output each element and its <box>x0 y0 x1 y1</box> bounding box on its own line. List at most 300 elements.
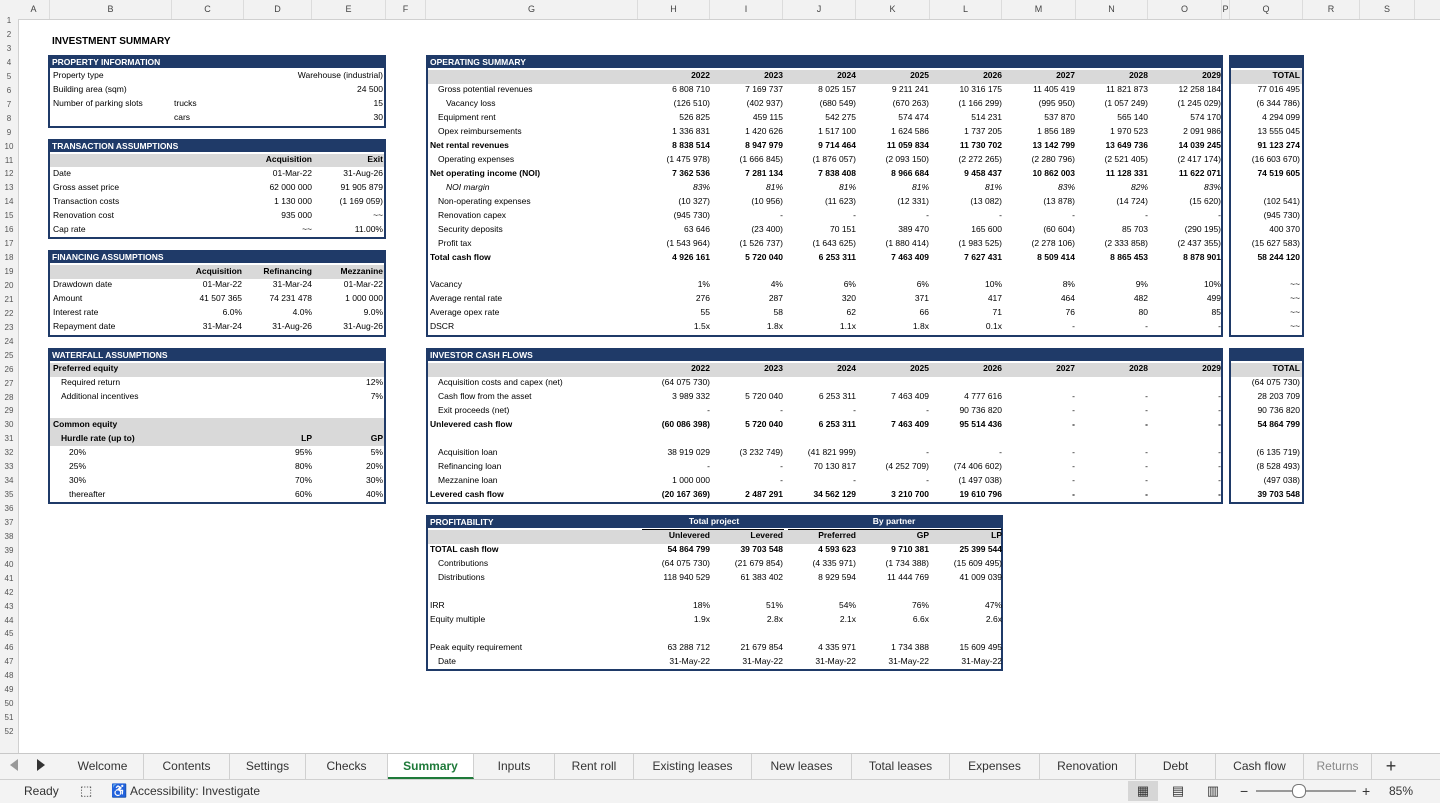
row-header[interactable]: 21 <box>4 294 14 304</box>
row-value[interactable]: 21 679 854 <box>740 641 783 652</box>
row-header[interactable]: 1 <box>6 16 12 26</box>
profitability-column-header[interactable]: Levered <box>750 530 783 541</box>
row-value[interactable]: 7 463 409 <box>891 418 929 429</box>
row-value[interactable]: 95 514 436 <box>959 418 1002 429</box>
row-value[interactable]: 7 463 409 <box>891 251 929 262</box>
financing-value[interactable]: 01-Mar-22 <box>202 279 242 290</box>
row-value[interactable]: 81% <box>984 181 1002 192</box>
row-value[interactable]: - <box>853 474 856 485</box>
row-value[interactable]: - <box>1145 390 1148 401</box>
row-value[interactable]: (995 950) <box>1038 98 1075 109</box>
row-value[interactable]: 165 600 <box>971 223 1002 234</box>
sheet-tab-expenses[interactable]: Expenses <box>950 754 1040 779</box>
transaction-label[interactable]: Transaction costs <box>53 195 120 206</box>
row-value[interactable]: (1 734 388) <box>885 558 929 569</box>
financing-column-header[interactable]: Mezzanine <box>340 265 383 276</box>
row-value[interactable]: - <box>707 404 710 415</box>
row-value[interactable]: 11 059 834 <box>886 140 929 151</box>
row-header[interactable]: 13 <box>4 183 14 193</box>
row-value[interactable]: (64 075 730) <box>661 377 710 388</box>
row-header[interactable]: 36 <box>4 504 14 514</box>
year-header[interactable]: 2023 <box>764 363 783 374</box>
row-label[interactable]: Average rental rate <box>430 293 503 304</box>
lp-header[interactable]: LP <box>301 432 312 443</box>
row-value[interactable]: 31-May-22 <box>669 655 710 666</box>
row-header[interactable]: 10 <box>4 141 14 151</box>
lp-share[interactable]: 70% <box>294 474 312 485</box>
row-value[interactable]: - <box>1218 321 1221 332</box>
total-value[interactable]: ~~ <box>1290 293 1300 304</box>
row-label[interactable]: Security deposits <box>438 223 503 234</box>
zoom-slider-handle[interactable] <box>1292 784 1306 798</box>
accessibility-icon[interactable]: ♿ <box>111 783 128 798</box>
row-value[interactable]: 514 231 <box>971 112 1002 123</box>
total-value[interactable]: 54 864 799 <box>1257 418 1300 429</box>
row-value[interactable]: (1 983 525) <box>958 237 1002 248</box>
row-value[interactable]: 8 966 684 <box>891 167 929 178</box>
row-value[interactable]: - <box>1218 404 1221 415</box>
sheet-tab-rent-roll[interactable]: Rent roll <box>555 754 634 779</box>
row-value[interactable]: 11 730 702 <box>959 140 1002 151</box>
row-header[interactable]: 23 <box>4 322 14 332</box>
row-value[interactable]: 19 610 796 <box>959 488 1002 499</box>
column-header[interactable]: O <box>1148 0 1222 19</box>
row-value[interactable]: (1 880 414) <box>885 237 929 248</box>
row-value[interactable]: 1 624 586 <box>891 126 929 137</box>
zoom-slider[interactable] <box>1256 790 1356 792</box>
row-value[interactable]: 1 970 523 <box>1110 126 1148 137</box>
row-value[interactable] <box>1149 432 1221 445</box>
total-value[interactable]: (6 344 786) <box>1256 98 1300 109</box>
row-value[interactable]: - <box>1145 460 1148 471</box>
row-header[interactable]: 51 <box>4 713 14 723</box>
row-value[interactable]: 9 211 241 <box>891 84 929 95</box>
row-label[interactable]: Exit proceeds (net) <box>438 404 510 415</box>
property-sublabel[interactable]: cars <box>174 112 191 123</box>
row-value[interactable]: 526 825 <box>679 112 710 123</box>
row-value[interactable]: - <box>780 404 783 415</box>
row-value[interactable]: 1.8x <box>766 321 783 332</box>
row-value[interactable]: 14 039 245 <box>1178 140 1221 151</box>
row-value[interactable]: 1 420 626 <box>745 126 783 137</box>
row-value[interactable] <box>930 585 1002 598</box>
financing-value[interactable]: 31-Aug-26 <box>272 321 312 332</box>
row-value[interactable] <box>857 432 929 445</box>
row-value[interactable]: 13 142 799 <box>1032 140 1075 151</box>
row-value[interactable]: 34 562 129 <box>813 488 856 499</box>
row-label[interactable]: Renovation capex <box>438 209 507 220</box>
row-value[interactable] <box>711 432 783 445</box>
row-label[interactable]: Net operating income (NOI) <box>430 167 541 178</box>
transaction-value[interactable]: 11.00% <box>354 223 383 234</box>
row-header[interactable]: 27 <box>4 378 14 388</box>
total-value[interactable]: (16 603 670) <box>1251 154 1300 165</box>
year-header[interactable]: 2029 <box>1202 70 1221 81</box>
row-value[interactable]: 54% <box>838 600 856 611</box>
hurdle-rate[interactable]: 25% <box>69 460 87 471</box>
total-value[interactable] <box>1230 265 1300 278</box>
row-value[interactable]: (14 724) <box>1116 195 1148 206</box>
column-header[interactable]: J <box>783 0 856 19</box>
scroll-tabs-right-icon[interactable] <box>37 759 45 771</box>
row-value[interactable]: - <box>780 474 783 485</box>
row-value[interactable]: 10 862 003 <box>1032 167 1075 178</box>
row-value[interactable]: (2 093 150) <box>885 154 929 165</box>
row-value[interactable]: (945 730) <box>673 209 710 220</box>
row-value[interactable]: 6.6x <box>912 614 929 625</box>
transaction-column-header[interactable]: Acquisition <box>265 154 312 165</box>
row-value[interactable]: 459 115 <box>752 112 783 123</box>
row-header[interactable]: 8 <box>6 113 12 123</box>
row-value[interactable]: 1.9x <box>693 614 710 625</box>
sheet-tab-contents[interactable]: Contents <box>144 754 230 779</box>
row-header[interactable]: 48 <box>4 671 14 681</box>
row-value[interactable]: 464 <box>1060 293 1075 304</box>
lp-share[interactable]: 80% <box>294 460 312 471</box>
row-value[interactable]: 6 253 311 <box>818 390 856 401</box>
total-value[interactable]: (15 627 583) <box>1251 237 1300 248</box>
transaction-column-header[interactable]: Exit <box>367 154 383 165</box>
gp-share[interactable]: 40% <box>365 488 383 499</box>
row-value[interactable]: 2.1x <box>839 614 856 625</box>
row-value[interactable]: (23 400) <box>751 223 783 234</box>
row-value[interactable]: 1.1x <box>839 321 856 332</box>
row-header[interactable]: 12 <box>4 169 14 179</box>
hurdle-rate[interactable]: 20% <box>69 446 87 457</box>
row-value[interactable]: - <box>1145 488 1148 499</box>
row-value[interactable]: 11 622 071 <box>1178 167 1221 178</box>
row-value[interactable] <box>857 585 929 598</box>
row-value[interactable]: - <box>853 209 856 220</box>
row-value[interactable]: 1 734 388 <box>891 641 929 652</box>
column-header[interactable]: F <box>386 0 426 19</box>
financing-value[interactable]: 31-Aug-26 <box>343 321 383 332</box>
row-header[interactable]: 25 <box>4 350 14 360</box>
year-header[interactable]: 2027 <box>1056 70 1075 81</box>
sheet-title[interactable]: INVESTMENT SUMMARY <box>52 36 171 47</box>
row-value[interactable]: 8 947 979 <box>745 140 783 151</box>
transaction-label[interactable]: Cap rate <box>53 223 86 234</box>
sheet-tab-cash-flow[interactable]: Cash flow <box>1216 754 1304 779</box>
hurdle-rate[interactable]: 30% <box>69 474 87 485</box>
property-value[interactable]: 30 <box>373 112 383 123</box>
row-value[interactable]: - <box>1072 446 1075 457</box>
column-header[interactable]: M <box>1002 0 1076 19</box>
transaction-value[interactable]: 1 130 000 <box>274 195 312 206</box>
row-header[interactable]: 40 <box>4 559 14 569</box>
row-value[interactable]: 70 151 <box>830 223 856 234</box>
row-value[interactable]: 6 808 710 <box>672 84 710 95</box>
row-header[interactable]: 44 <box>4 615 14 625</box>
row-value[interactable] <box>1076 376 1148 389</box>
row-label[interactable]: Mezzanine loan <box>438 474 498 485</box>
row-value[interactable]: 8 838 514 <box>672 140 710 151</box>
financing-value[interactable]: 74 231 478 <box>269 293 312 304</box>
row-value[interactable]: 7 281 134 <box>745 167 783 178</box>
row-header[interactable]: 45 <box>4 629 14 639</box>
row-value[interactable]: (74 406 602) <box>953 460 1002 471</box>
row-value[interactable]: 12 258 184 <box>1178 84 1221 95</box>
row-value[interactable] <box>930 265 1002 278</box>
financing-value[interactable]: 1 000 000 <box>345 293 383 304</box>
row-value[interactable] <box>857 627 929 640</box>
row-value[interactable]: (1 543 964) <box>666 237 710 248</box>
macro-record-icon[interactable]: ⬚ <box>80 783 93 798</box>
row-value[interactable] <box>784 265 856 278</box>
row-value[interactable]: 10 316 175 <box>959 84 1002 95</box>
year-header[interactable]: 2026 <box>983 363 1002 374</box>
total-value[interactable] <box>1230 432 1300 445</box>
row-value[interactable]: 7 627 431 <box>964 251 1002 262</box>
transaction-value[interactable]: (1 169 059) <box>339 195 383 206</box>
row-value[interactable]: 7 362 536 <box>672 167 710 178</box>
row-value[interactable]: (680 549) <box>819 98 856 109</box>
row-value[interactable]: - <box>1218 460 1221 471</box>
total-value[interactable]: (102 541) <box>1263 195 1300 206</box>
row-value[interactable]: - <box>1072 321 1075 332</box>
profitability-column-header[interactable]: Preferred <box>818 530 856 541</box>
row-value[interactable]: (60 086 398) <box>661 418 710 429</box>
row-label[interactable]: IRR <box>430 600 445 611</box>
gp-share[interactable]: 5% <box>370 446 383 457</box>
total-header[interactable]: TOTAL <box>1272 363 1300 374</box>
total-value[interactable]: 91 123 274 <box>1257 140 1300 151</box>
row-label[interactable]: TOTAL cash flow <box>430 544 499 555</box>
row-header[interactable]: 19 <box>4 267 14 277</box>
row-value[interactable]: 574 170 <box>1190 112 1221 123</box>
row-value[interactable]: 83% <box>1203 181 1221 192</box>
sheet-tab-debt[interactable]: Debt <box>1136 754 1216 779</box>
row-value[interactable]: 10% <box>984 279 1002 290</box>
lp-share[interactable]: 95% <box>294 446 312 457</box>
row-value[interactable]: 118 940 529 <box>663 572 710 583</box>
row-value[interactable]: 61 383 402 <box>740 572 783 583</box>
row-value[interactable] <box>711 376 783 389</box>
total-value[interactable]: (8 528 493) <box>1256 460 1300 471</box>
row-value[interactable]: 276 <box>695 293 710 304</box>
preferred-value[interactable]: 7% <box>370 390 383 401</box>
row-value[interactable]: 4 926 161 <box>672 251 710 262</box>
transaction-value[interactable]: 62 000 000 <box>269 181 312 192</box>
row-value[interactable]: 6 253 311 <box>818 251 856 262</box>
row-value[interactable] <box>711 585 783 598</box>
total-value[interactable]: ~~ <box>1290 307 1300 318</box>
scroll-tabs-left-icon[interactable] <box>10 759 18 771</box>
row-value[interactable]: 8 929 594 <box>818 572 856 583</box>
row-value[interactable]: 83% <box>692 181 710 192</box>
add-sheet-icon[interactable]: + <box>1385 756 1397 776</box>
row-value[interactable]: 62 <box>846 307 856 318</box>
row-header[interactable]: 37 <box>4 517 14 527</box>
row-value[interactable]: 81% <box>911 181 929 192</box>
row-value[interactable]: (2 417 174) <box>1177 154 1221 165</box>
page-break-view-button[interactable]: ▥ <box>1206 783 1220 798</box>
row-value[interactable]: 0.1x <box>985 321 1002 332</box>
row-value[interactable]: 13 649 736 <box>1105 140 1148 151</box>
row-value[interactable]: 5 720 040 <box>745 390 783 401</box>
row-value[interactable]: (1 475 978) <box>666 154 710 165</box>
row-value[interactable]: (1 497 038) <box>958 474 1002 485</box>
row-value[interactable]: (2 272 265) <box>958 154 1002 165</box>
row-value[interactable]: (126 510) <box>673 98 710 109</box>
row-value[interactable]: 2.6x <box>985 614 1002 625</box>
column-header[interactable]: P <box>1222 0 1230 19</box>
row-label[interactable]: Equity multiple <box>430 614 486 625</box>
row-value[interactable]: - <box>1218 418 1221 429</box>
row-value[interactable]: (2 437 355) <box>1177 237 1221 248</box>
row-value[interactable]: 4 777 616 <box>964 390 1002 401</box>
row-value[interactable] <box>638 265 710 278</box>
row-value[interactable]: (12 331) <box>897 195 929 206</box>
row-header[interactable]: 32 <box>4 448 14 458</box>
year-header[interactable]: 2023 <box>764 70 783 81</box>
row-label[interactable]: Equipment rent <box>438 112 496 123</box>
row-header[interactable]: 6 <box>6 85 12 95</box>
row-header[interactable]: 26 <box>4 364 14 374</box>
row-label[interactable]: Total cash flow <box>430 251 491 262</box>
row-value[interactable]: (21 679 854) <box>734 558 783 569</box>
column-header[interactable]: D <box>244 0 312 19</box>
row-header[interactable]: 3 <box>6 44 12 53</box>
row-value[interactable]: - <box>1145 209 1148 220</box>
row-value[interactable]: 4 593 623 <box>818 544 856 555</box>
row-label[interactable]: Distributions <box>438 572 485 583</box>
row-value[interactable]: 320 <box>841 293 856 304</box>
column-header[interactable]: E <box>312 0 386 19</box>
row-value[interactable] <box>711 265 783 278</box>
total-value[interactable]: (497 038) <box>1263 474 1300 485</box>
row-value[interactable]: 11 444 769 <box>887 572 929 583</box>
row-value[interactable]: 15 609 495 <box>959 641 1002 652</box>
row-label[interactable]: Vacancy loss <box>446 98 496 109</box>
row-label[interactable]: Cash flow from the asset <box>438 390 532 401</box>
row-value[interactable]: 6% <box>843 279 856 290</box>
property-sublabel[interactable]: trucks <box>174 98 197 109</box>
profitability-column-header[interactable]: GP <box>916 530 929 541</box>
financing-column-header[interactable]: Refinancing <box>263 265 312 276</box>
row-value[interactable]: (1 666 845) <box>739 154 783 165</box>
row-value[interactable]: (2 278 106) <box>1031 237 1075 248</box>
financing-value[interactable]: 31-Mar-24 <box>272 279 312 290</box>
row-value[interactable]: (13 082) <box>970 195 1002 206</box>
row-value[interactable]: - <box>1072 488 1075 499</box>
row-value[interactable]: - <box>1072 390 1075 401</box>
row-value[interactable]: (1 245 029) <box>1177 98 1221 109</box>
total-value[interactable]: (945 730) <box>1263 209 1300 220</box>
row-value[interactable]: 4% <box>770 279 783 290</box>
row-value[interactable]: 38 919 029 <box>667 446 710 457</box>
total-value[interactable]: 4 294 099 <box>1262 112 1300 123</box>
row-header[interactable]: 31 <box>4 434 14 444</box>
column-header[interactable]: Q <box>1230 0 1303 19</box>
row-value[interactable]: (41 821 999) <box>807 446 856 457</box>
row-value[interactable]: - <box>1145 404 1148 415</box>
row-value[interactable]: (3 232 749) <box>739 446 783 457</box>
row-value[interactable]: - <box>999 446 1002 457</box>
row-value[interactable]: 574 474 <box>898 112 929 123</box>
sheet-tab-welcome[interactable]: Welcome <box>62 754 144 779</box>
row-value[interactable]: 1% <box>697 279 710 290</box>
row-header[interactable]: 30 <box>4 420 14 430</box>
row-value[interactable]: 7 838 408 <box>818 167 856 178</box>
row-value[interactable] <box>784 432 856 445</box>
row-value[interactable]: 1 737 205 <box>964 126 1002 137</box>
row-header[interactable]: 4 <box>6 57 12 67</box>
row-value[interactable]: 76% <box>911 600 929 611</box>
total-value[interactable]: ~~ <box>1290 279 1300 290</box>
row-value[interactable]: 3 210 700 <box>891 488 929 499</box>
gp-header[interactable]: GP <box>370 432 383 443</box>
row-label[interactable]: Acquisition costs and capex (net) <box>438 377 563 388</box>
sheet-tab-checks[interactable]: Checks <box>306 754 388 779</box>
row-value[interactable] <box>1076 432 1148 445</box>
year-header[interactable]: 2026 <box>983 70 1002 81</box>
row-value[interactable]: 51% <box>765 600 783 611</box>
row-value[interactable] <box>784 585 856 598</box>
row-value[interactable]: - <box>1145 446 1148 457</box>
row-header[interactable]: 46 <box>4 643 14 653</box>
row-value[interactable]: - <box>926 404 929 415</box>
column-header[interactable]: I <box>710 0 783 19</box>
row-value[interactable]: - <box>1072 209 1075 220</box>
row-value[interactable]: - <box>1072 418 1075 429</box>
page-layout-view-button[interactable]: ▤ <box>1171 783 1185 798</box>
column-header[interactable]: N <box>1076 0 1148 19</box>
row-label[interactable]: DSCR <box>430 321 455 332</box>
row-header[interactable]: 50 <box>4 699 14 709</box>
row-header[interactable]: 17 <box>4 239 14 249</box>
row-value[interactable]: 90 736 820 <box>959 404 1002 415</box>
row-value[interactable]: 10% <box>1203 279 1221 290</box>
sheet-tab-returns[interactable]: Returns <box>1304 754 1372 779</box>
row-label[interactable]: Contributions <box>438 558 489 569</box>
row-label[interactable]: Peak equity requirement <box>430 641 523 652</box>
row-value[interactable]: (2 521 405) <box>1104 154 1148 165</box>
row-value[interactable] <box>638 627 710 640</box>
row-value[interactable] <box>638 585 710 598</box>
row-value[interactable]: 9 714 464 <box>818 140 856 151</box>
row-value[interactable]: - <box>926 209 929 220</box>
row-value[interactable]: (64 075 730) <box>661 558 710 569</box>
row-value[interactable]: 6% <box>916 279 929 290</box>
row-header[interactable]: 29 <box>4 406 14 416</box>
row-label[interactable]: Date <box>438 655 456 666</box>
row-header[interactable]: 11 <box>4 155 14 165</box>
row-header[interactable]: 33 <box>4 462 14 472</box>
financing-label[interactable]: Amount <box>53 293 83 304</box>
row-header[interactable]: 5 <box>6 71 12 81</box>
row-value[interactable]: - <box>1072 474 1075 485</box>
row-header[interactable]: 24 <box>4 336 14 346</box>
accessibility-status[interactable]: Accessibility: Investigate <box>130 784 261 798</box>
sheet-tab-total-leases[interactable]: Total leases <box>852 754 950 779</box>
row-value[interactable]: (1 057 249) <box>1104 98 1148 109</box>
row-header[interactable]: 41 <box>4 573 14 583</box>
row-label[interactable]: Gross potential revenues <box>438 84 533 95</box>
row-value[interactable]: - <box>926 446 929 457</box>
row-value[interactable]: 9% <box>1135 279 1148 290</box>
row-value[interactable]: 11 405 419 <box>1033 84 1075 95</box>
row-value[interactable]: 58 <box>773 307 783 318</box>
column-header[interactable]: H <box>638 0 710 19</box>
financing-value[interactable]: 01-Mar-22 <box>343 279 383 290</box>
row-value[interactable]: 2.8x <box>766 614 783 625</box>
column-header[interactable]: B <box>50 0 172 19</box>
row-value[interactable]: 55 <box>700 307 710 318</box>
row-value[interactable]: 499 <box>1206 293 1221 304</box>
row-value[interactable] <box>930 627 1002 640</box>
row-value[interactable]: 63 288 712 <box>667 641 710 652</box>
